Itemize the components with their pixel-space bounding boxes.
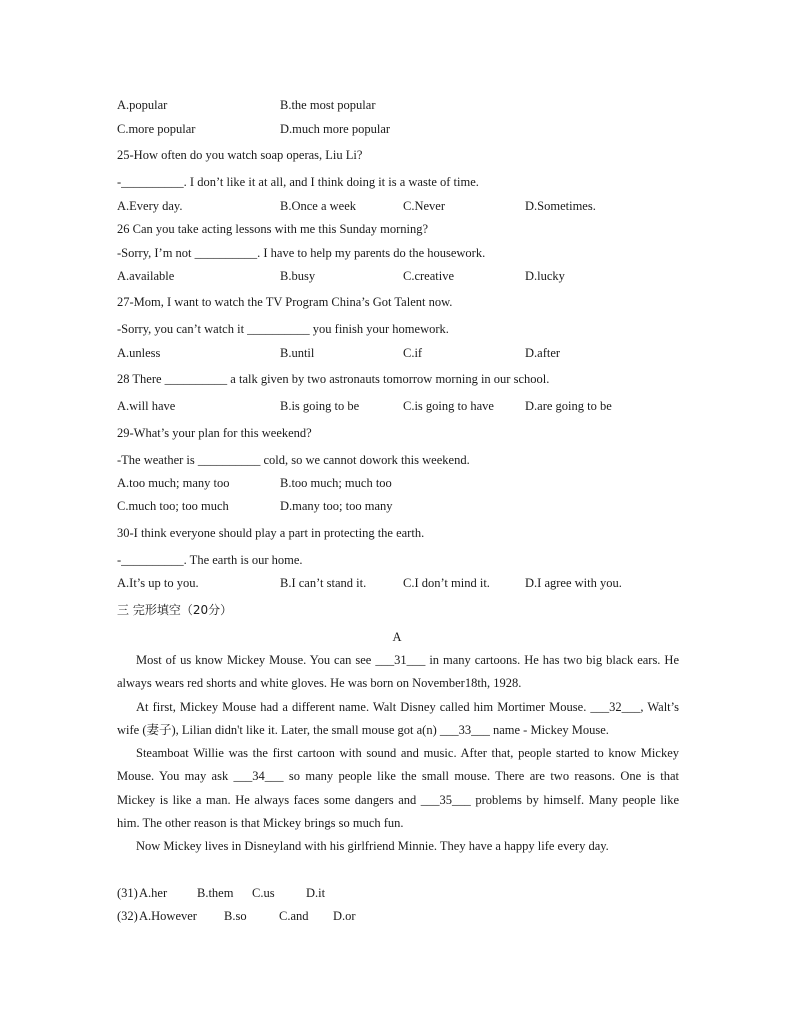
q24-option-c: C.more popular [117, 122, 196, 136]
q24-option-d: D.much more popular [280, 122, 391, 136]
q31-option-c: C.us [252, 886, 275, 900]
q32-option-d: D.or [333, 909, 356, 923]
q27-question: 27-Mom, I want to watch the TV Program China’s Got Talent now. [117, 295, 453, 309]
q30-answer: -__________. The earth is our home. [117, 553, 303, 567]
q29-answer: -The weather is __________ cold, so we cannot dowork this weekend. [117, 453, 470, 467]
q27-option-c: C.if [403, 346, 423, 360]
q29-option-a: A.too much; many too [117, 476, 230, 490]
q26-question: 26 Can you take acting lessons with me this Sunday morning? [117, 222, 429, 236]
q27-option-d: D.after [525, 346, 561, 360]
section-heading: 三 完形填空（20分） [117, 603, 233, 617]
q29-option-c: C.much too; too much [117, 499, 229, 513]
q32-label: (32) [117, 909, 138, 923]
q29-option-d: D.many too; too many [280, 499, 393, 513]
q25-options [117, 198, 717, 214]
q29-question: 29-What’s your plan for this weekend? [117, 426, 312, 440]
q30-option-d: D.I agree with you. [525, 576, 622, 590]
q28-option-c: C.is going to have [403, 399, 494, 413]
q26-option-d: D.lucky [525, 269, 565, 283]
q26-options [117, 268, 717, 284]
q25-option-c: C.Never [403, 199, 445, 213]
q27-answer: -Sorry, you can’t watch it __________ you finish your homework. [117, 322, 449, 336]
passage-paragraph-1: Most of us know Mickey Mouse. You can see ___31___ in many cartoons. He has two big black ears. He always wears red shorts and white gloves. He was born on November18th, 1928. [117, 653, 679, 691]
q29-option-b: B.too much; much too [280, 476, 392, 490]
q25-option-a: A.Every day. [117, 199, 183, 213]
passage-paragraph-3: Steamboat Willie was the first cartoon with sound and music. After that, people started to know Mickey Mouse. You may ask ___34___ so many people like the small mouse. There are two reasons. One is that Mickey is like a man. He always faces some dangers and ___35___ problems by himself. Many people like him. The other reason is that Mickey brings so much fun. [117, 746, 679, 831]
passage-paragraph-4: Now Mickey lives in Disneyland with his girlfriend Minnie. They have a happy life every day. [136, 839, 609, 854]
q27-option-b: B.until [280, 346, 315, 360]
q26-option-c: C.creative [403, 269, 455, 283]
q24-options-row2 [117, 121, 717, 137]
part-title: A [392, 630, 402, 644]
q24-option-b: B.the most popular [280, 98, 376, 112]
q28-options [117, 398, 717, 414]
q25-question: 25-How often do you watch soap operas, Liu Li? [117, 148, 363, 162]
q29-options-row1 [117, 475, 717, 491]
q25-option-d: D.Sometimes. [525, 199, 596, 213]
q25-option-b: B.Once a week [280, 199, 357, 213]
q31-label: (31) [117, 886, 138, 900]
q30-option-b: B.I can’t stand it. [280, 576, 367, 590]
q28-option-b: B.is going to be [280, 399, 360, 413]
q30-question: 30-I think everyone should play a part in protecting the earth. [117, 526, 425, 540]
q27-option-a: A.unless [117, 346, 161, 360]
q24-option-a: A.popular [117, 98, 168, 112]
q30-option-c: C.I don’t mind it. [403, 576, 490, 590]
q25-answer: -__________. I don’t like it at all, and I think doing it is a waste of time. [117, 175, 479, 189]
q28-option-a: A.will have [117, 399, 176, 413]
q24-options-row1 [117, 97, 717, 113]
q32-option-c: C.and [279, 909, 309, 923]
q28-question: 28 There __________ a talk given by two astronauts tomorrow morning in our school. [117, 372, 550, 386]
q30-options [117, 575, 717, 591]
q30-option-a: A.It’s up to you. [117, 576, 199, 590]
q31-option-b: B.them [197, 886, 234, 900]
q28-option-d: D.are going to be [525, 399, 612, 413]
q27-options [117, 345, 717, 361]
cloze-passage [117, 649, 679, 859]
q26-option-b: B.busy [280, 269, 316, 283]
passage-paragraph-2: At first, Mickey Mouse had a different name. Walt Disney called him Mortimer Mouse. ___32___, Walt’s wife (妻子), Lilian didn't like it. Later, the small mouse got a(n) ___33___ name - Mickey Mouse. [117, 699, 679, 737]
q26-answer: -Sorry, I’m not __________. I have to help my parents do the housework. [117, 246, 486, 260]
q31-option-d: D.it [306, 886, 326, 900]
q32-option-b: B.so [224, 909, 247, 923]
q29-options-row2 [117, 498, 717, 514]
q32-option-a: A.However [139, 909, 197, 923]
q26-option-a: A.available [117, 269, 175, 283]
q31-option-a: A.her [139, 886, 168, 900]
